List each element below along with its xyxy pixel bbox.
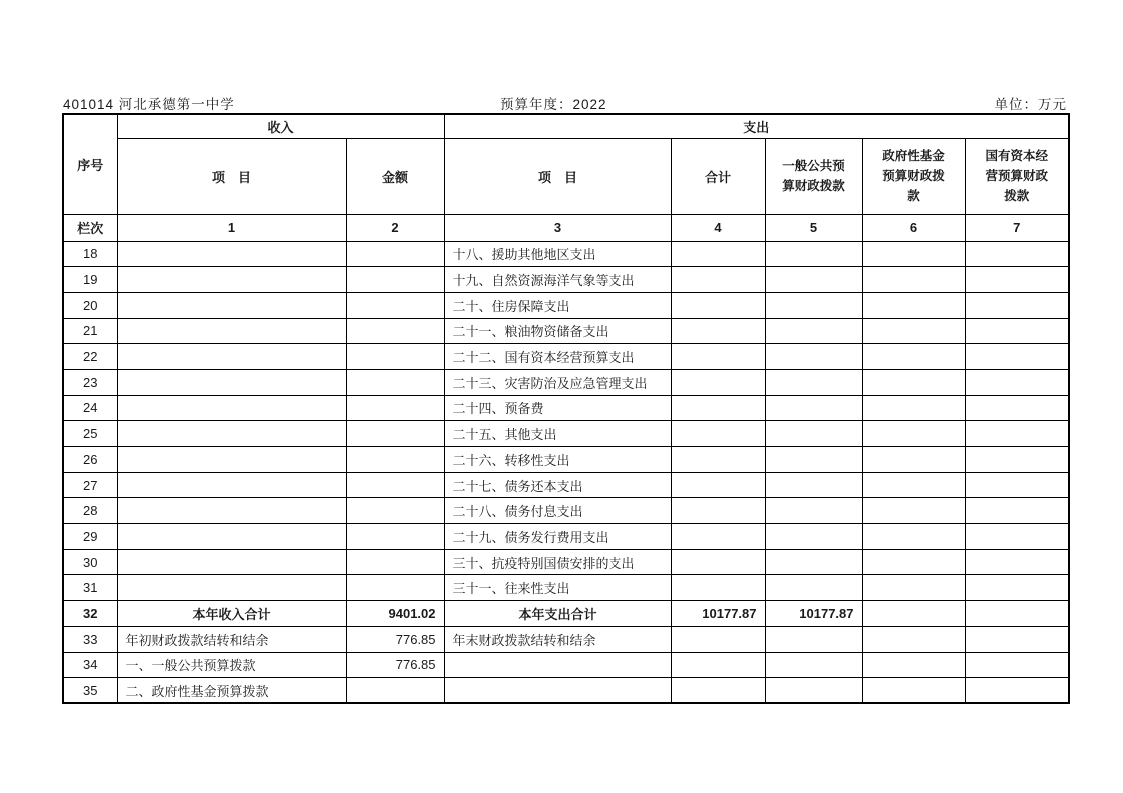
income-item-cell (117, 344, 346, 370)
income-amount-cell (346, 447, 444, 473)
expense-item-cell: 二十四、预备费 (444, 395, 671, 421)
expense-total-cell: 10177.87 (671, 601, 765, 627)
expense-govfund-cell (862, 267, 965, 293)
serial-cell: 32 (63, 601, 117, 627)
serial-cell: 35 (63, 678, 117, 704)
expense-govfund-cell (862, 626, 965, 652)
expense-general-cell (765, 241, 862, 267)
expense-total-cell (671, 678, 765, 704)
serial-cell: 26 (63, 447, 117, 473)
expense-govfund-cell (862, 678, 965, 704)
income-item-cell (117, 575, 346, 601)
column-index-3: 3 (444, 214, 671, 241)
expense-govfund-cell (862, 524, 965, 550)
expense-total-cell (671, 626, 765, 652)
expense-general-cell (765, 344, 862, 370)
serial-cell: 31 (63, 575, 117, 601)
expense-statecap-cell (965, 472, 1069, 498)
expense-total-cell (671, 524, 765, 550)
column-index-2: 2 (346, 214, 444, 241)
expense-group-header: 支出 (444, 114, 1069, 138)
expense-general-cell: 10177.87 (765, 601, 862, 627)
income-item-cell (117, 421, 346, 447)
serial-cell: 19 (63, 267, 117, 293)
expense-statecap-cell (965, 447, 1069, 473)
expense-item-cell (444, 652, 671, 678)
expense-general-cell (765, 369, 862, 395)
income-amount-cell (346, 678, 444, 704)
serial-cell: 22 (63, 344, 117, 370)
expense-general-cell (765, 678, 862, 704)
expense-statecap-cell (965, 395, 1069, 421)
expense-total-header: 合计 (671, 138, 765, 214)
income-group-header: 收入 (117, 114, 444, 138)
expense-govfund-cell (862, 292, 965, 318)
expense-item-header: 项 目 (444, 138, 671, 214)
table-row (63, 601, 1069, 627)
table-row (63, 472, 1069, 498)
expense-total-cell (671, 318, 765, 344)
expense-govfund-cell (862, 575, 965, 601)
column-index-4: 4 (671, 214, 765, 241)
expense-general-cell (765, 575, 862, 601)
income-item-cell (117, 318, 346, 344)
income-amount-cell (346, 395, 444, 421)
table-row (63, 626, 1069, 652)
income-item-cell (117, 241, 346, 267)
expense-item-cell: 三十、抗疫特别国债安排的支出 (444, 549, 671, 575)
expense-total-cell (671, 652, 765, 678)
expense-statecap-cell (965, 678, 1069, 704)
serial-cell: 34 (63, 652, 117, 678)
serial-cell: 23 (63, 369, 117, 395)
income-item-cell (117, 498, 346, 524)
expense-general-cell (765, 447, 862, 473)
expense-general-budget-header (765, 138, 862, 214)
expense-total-cell (671, 241, 765, 267)
table-row (63, 369, 1069, 395)
expense-item-cell: 年末财政拨款结转和结余 (444, 626, 671, 652)
expense-item-cell: 二十六、转移性支出 (444, 447, 671, 473)
income-item-cell: 本年收入合计 (117, 601, 346, 627)
expense-total-cell (671, 344, 765, 370)
expense-statecap-cell (965, 267, 1069, 293)
table-row (63, 395, 1069, 421)
expense-item-cell: 二十一、粮油物资储备支出 (444, 318, 671, 344)
serial-cell: 28 (63, 498, 117, 524)
column-index-6: 6 (862, 214, 965, 241)
expense-statecap-cell (965, 575, 1069, 601)
income-item-cell (117, 524, 346, 550)
income-amount-cell (346, 498, 444, 524)
expense-general-cell (765, 267, 862, 293)
expense-govfund-cell (862, 344, 965, 370)
table-row (63, 318, 1069, 344)
income-amount-cell (346, 524, 444, 550)
expense-total-cell (671, 498, 765, 524)
expense-govfund-cell (862, 652, 965, 678)
expense-general-cell (765, 318, 862, 344)
expense-total-cell (671, 575, 765, 601)
expense-item-cell: 三十一、往来性支出 (444, 575, 671, 601)
expense-govfund-cell (862, 549, 965, 575)
income-item-cell (117, 292, 346, 318)
table-row (63, 652, 1069, 678)
expense-general-cell (765, 626, 862, 652)
expense-general-budget-header-text: 一般公共预算财政拨款 (782, 159, 845, 193)
expense-statecap-cell (965, 626, 1069, 652)
income-amount-cell: 776.85 (346, 626, 444, 652)
expense-item-cell: 二十、住房保障支出 (444, 292, 671, 318)
expense-total-cell (671, 447, 765, 473)
income-amount-cell (346, 549, 444, 575)
table-row (63, 524, 1069, 550)
income-amount-cell: 9401.02 (346, 601, 444, 627)
budget-year-label: 预算年度：2022 (500, 97, 607, 112)
expense-statecap-cell (965, 601, 1069, 627)
expense-total-cell (671, 267, 765, 293)
income-item-cell: 一、一般公共预算拨款 (117, 652, 346, 678)
income-item-cell (117, 395, 346, 421)
expense-govfund-cell (862, 601, 965, 627)
income-item-cell: 年初财政拨款结转和结余 (117, 626, 346, 652)
expense-govfund-cell (862, 421, 965, 447)
expense-general-cell (765, 421, 862, 447)
income-amount-cell (346, 472, 444, 498)
expense-govfund-cell (862, 447, 965, 473)
column-header-row (63, 138, 1069, 214)
expense-govfund-cell (862, 318, 965, 344)
expense-govfund-cell (862, 395, 965, 421)
serial-cell: 33 (63, 626, 117, 652)
serial-cell: 30 (63, 549, 117, 575)
table-body (63, 241, 1069, 703)
expense-statecap-cell (965, 344, 1069, 370)
expense-general-cell (765, 549, 862, 575)
expense-gov-fund-header (862, 138, 965, 214)
expense-statecap-cell (965, 369, 1069, 395)
income-item-cell (117, 447, 346, 473)
expense-govfund-cell (862, 472, 965, 498)
income-item-cell (117, 369, 346, 395)
income-amount-cell: 776.85 (346, 652, 444, 678)
expense-govfund-cell (862, 369, 965, 395)
income-item-cell (117, 472, 346, 498)
unit-code-and-name: 401014 河北承德第一中学 (63, 97, 235, 112)
expense-item-cell: 二十八、债务付息支出 (444, 498, 671, 524)
expense-item-cell: 二十三、灾害防治及应急管理支出 (444, 369, 671, 395)
expense-total-cell (671, 292, 765, 318)
income-amount-header: 金额 (346, 138, 444, 214)
expense-total-cell (671, 395, 765, 421)
income-amount-cell (346, 318, 444, 344)
expense-total-cell (671, 472, 765, 498)
table-row (63, 344, 1069, 370)
expense-general-cell (765, 472, 862, 498)
income-item-cell (117, 549, 346, 575)
column-index-1: 1 (117, 214, 346, 241)
expense-statecap-cell (965, 498, 1069, 524)
expense-statecap-cell (965, 292, 1069, 318)
expense-item-cell: 十九、自然资源海洋气象等支出 (444, 267, 671, 293)
serial-cell: 21 (63, 318, 117, 344)
unit-of-measure-label: 单位：万元 (994, 97, 1067, 112)
expense-total-cell (671, 421, 765, 447)
table-row (63, 241, 1069, 267)
table-row (63, 498, 1069, 524)
serial-cell: 27 (63, 472, 117, 498)
income-item-cell (117, 267, 346, 293)
expense-total-cell (671, 369, 765, 395)
income-amount-cell (346, 344, 444, 370)
serial-cell: 25 (63, 421, 117, 447)
expense-item-cell: 二十九、债务发行费用支出 (444, 524, 671, 550)
income-amount-cell (346, 369, 444, 395)
expense-statecap-cell (965, 318, 1069, 344)
expense-statecap-cell (965, 241, 1069, 267)
expense-general-cell (765, 498, 862, 524)
expense-item-cell: 十八、援助其他地区支出 (444, 241, 671, 267)
expense-statecap-cell (965, 524, 1069, 550)
serial-cell: 24 (63, 395, 117, 421)
expense-statecap-cell (965, 549, 1069, 575)
income-item-cell: 二、政府性基金预算拨款 (117, 678, 346, 704)
budget-table (62, 113, 1070, 704)
column-index-5: 5 (765, 214, 862, 241)
table-row (63, 549, 1069, 575)
expense-item-cell: 本年支出合计 (444, 601, 671, 627)
income-item-header: 项 目 (117, 138, 346, 214)
table-row (63, 292, 1069, 318)
expense-state-capital-header (965, 138, 1069, 214)
expense-general-cell (765, 652, 862, 678)
income-amount-cell (346, 575, 444, 601)
expense-item-cell: 二十七、债务还本支出 (444, 472, 671, 498)
expense-govfund-cell (862, 241, 965, 267)
expense-general-cell (765, 395, 862, 421)
expense-general-cell (765, 292, 862, 318)
expense-item-cell (444, 678, 671, 704)
expense-general-cell (765, 524, 862, 550)
index-row-label: 栏次 (63, 214, 117, 241)
group-header-row (63, 114, 1069, 138)
income-amount-cell (346, 241, 444, 267)
serial-column-header: 序号 (63, 114, 117, 214)
serial-cell: 18 (63, 241, 117, 267)
serial-cell: 20 (63, 292, 117, 318)
expense-statecap-cell (965, 421, 1069, 447)
expense-item-cell: 二十五、其他支出 (444, 421, 671, 447)
serial-cell: 29 (63, 524, 117, 550)
column-index-row (63, 214, 1069, 241)
expense-govfund-cell (862, 498, 965, 524)
column-index-7: 7 (965, 214, 1069, 241)
table-row (63, 575, 1069, 601)
expense-item-cell: 二十二、国有资本经营预算支出 (444, 344, 671, 370)
table-row (63, 421, 1069, 447)
expense-gov-fund-header-text: 政府性基金预算财政拨款 (882, 149, 945, 203)
expense-statecap-cell (965, 652, 1069, 678)
expense-state-capital-header-text: 国有资本经营预算财政拨款 (985, 149, 1049, 203)
income-amount-cell (346, 292, 444, 318)
expense-total-cell (671, 549, 765, 575)
table-row (63, 267, 1069, 293)
table-row (63, 447, 1069, 473)
table-row (63, 678, 1069, 704)
income-amount-cell (346, 267, 444, 293)
income-amount-cell (346, 421, 444, 447)
